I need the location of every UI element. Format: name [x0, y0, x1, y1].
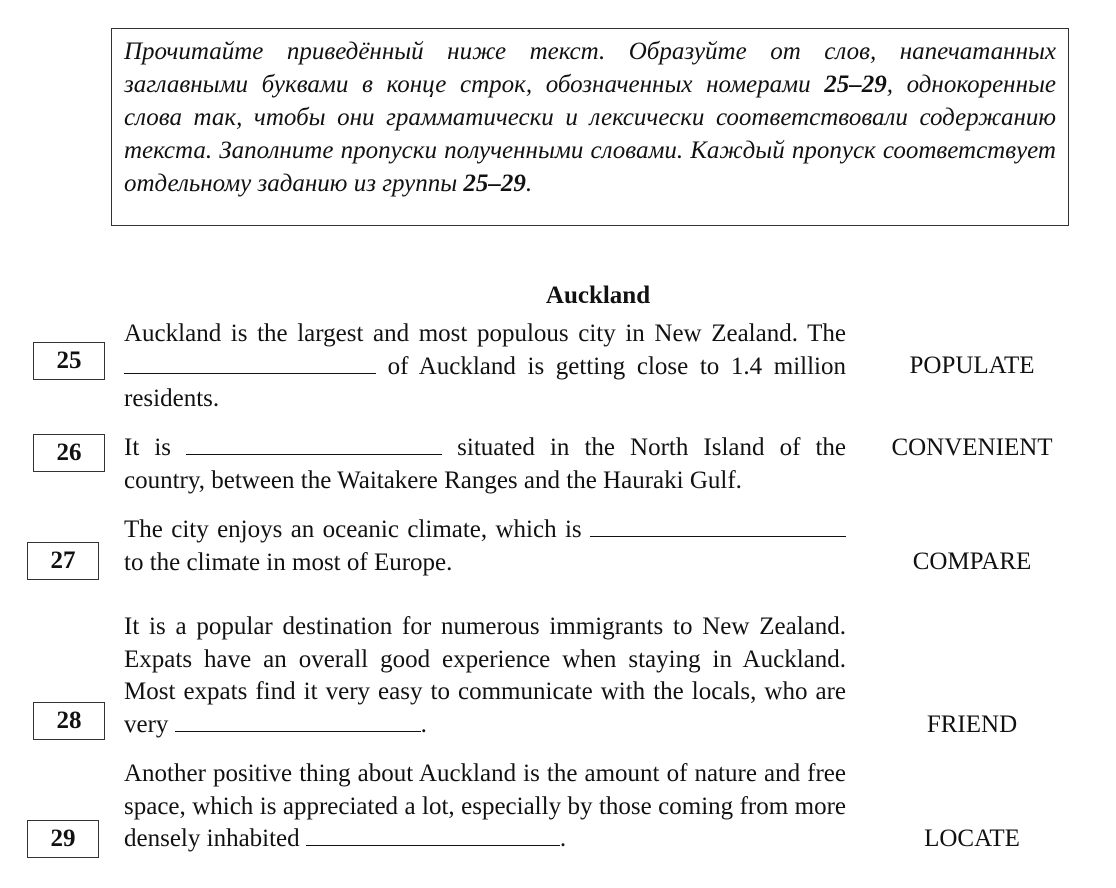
instructions-text-2: , однокоренные слова так, чтобы они грамматически и лексически соответствовали содержанию текста. Заполните пропуски полученными словами. Каждый пропуск соответствует отдельному заданию из группы	[124, 71, 1056, 197]
instructions-text-3: .	[525, 170, 533, 197]
instructions-range-1: 25–29	[824, 71, 887, 98]
task-number-27: 27	[27, 542, 99, 580]
task-text-26	[124, 432, 846, 497]
task-text-28	[124, 611, 846, 741]
task-number-26: 26	[33, 434, 105, 472]
task-27-before: The city enjoys an oceanic climate, which is	[124, 516, 582, 543]
answer-blank-26[interactable]	[186, 432, 442, 455]
task-26-before: It is	[124, 434, 172, 461]
task-number-28: 28	[33, 702, 105, 740]
task-25-before: Auckland is the largest and most populous city in New Zealand. The	[124, 320, 846, 347]
source-word-25: POPULATE	[909, 352, 1035, 379]
task-number-25: 25	[33, 342, 105, 380]
answer-blank-28[interactable]	[175, 709, 421, 732]
task-29-before: Another positive thing about Auckland is the amount of nature and free space, which is appreciated a lot, especially by those coming from more densely inhabited	[124, 760, 846, 852]
text-title: Auckland	[545, 282, 651, 309]
instructions-range-2: 25–29	[463, 170, 526, 197]
answer-blank-29[interactable]	[306, 823, 560, 846]
task-26-after: situated in the North Island of the country, between the Waitakere Ranges and the Hauraki Gulf.	[124, 434, 847, 494]
answer-blank-25[interactable]	[124, 351, 376, 374]
task-text-29	[124, 758, 846, 856]
instructions-text-1: Прочитайте приведённый ниже текст. Образуйте от слов, напечатанных заглавными буквами в конце строк, обозначенных номерами	[124, 38, 1056, 98]
answer-blank-27[interactable]	[590, 514, 846, 537]
task-28-before: It is a popular destination for numerous immigrants to New Zealand. Expats have an overall good experience when staying in Auckland. Most expats find it very easy to communicate with the locals, who are very	[124, 613, 846, 738]
instructions-box	[111, 28, 1069, 226]
source-word-29: LOCATE	[924, 825, 1020, 852]
task-25-after: of Auckland is getting close to 1.4 million residents.	[124, 352, 846, 412]
task-29-after: .	[559, 825, 567, 852]
task-text-25	[124, 318, 846, 416]
task-text-27	[124, 514, 846, 579]
source-word-27: COMPARE	[912, 548, 1032, 575]
source-word-26: CONVENIENT	[891, 434, 1053, 461]
task-27-after: to the climate in most of Europe.	[124, 548, 453, 576]
source-word-28: FRIEND	[926, 711, 1018, 738]
task-28-after: .	[420, 710, 427, 738]
task-number-29: 29	[27, 820, 99, 858]
